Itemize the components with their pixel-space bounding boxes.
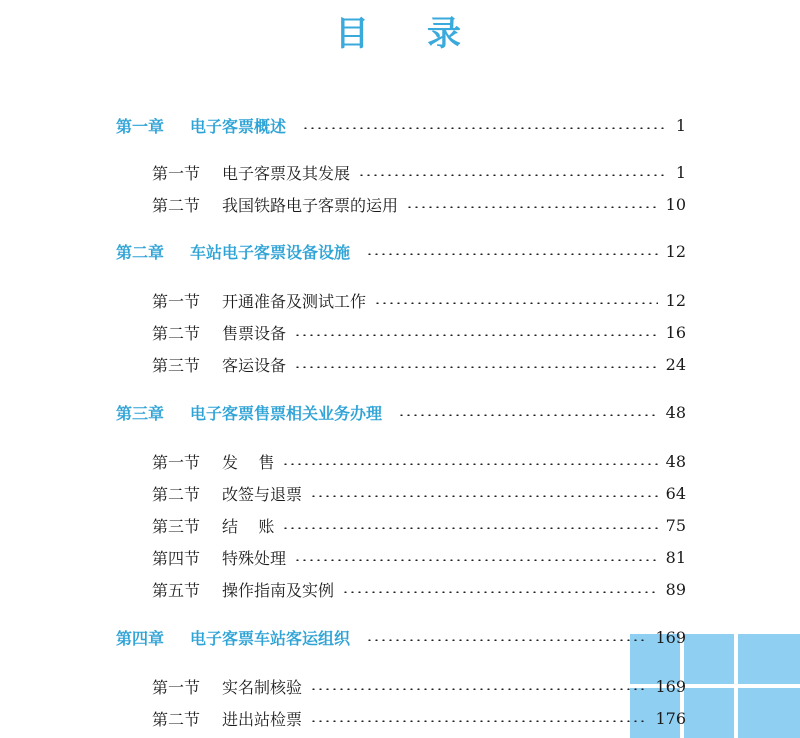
section-title: 进出站检票 <box>222 709 303 729</box>
leader-dots <box>374 302 658 304</box>
section-title: 客运设备 <box>222 355 287 375</box>
toc-section[interactable] <box>152 544 686 570</box>
leader-dots <box>398 414 658 416</box>
page-number: 48 <box>665 451 686 471</box>
chapter-number: 第四章 <box>116 628 165 648</box>
section-title: 改签与退票 <box>222 484 303 504</box>
leader-dots <box>366 253 658 255</box>
leader-dots <box>310 688 647 690</box>
chapter-title: 电子客票售票相关业务办理 <box>190 403 383 423</box>
chapter-number: 第二章 <box>116 242 165 262</box>
section-title: 我国铁路电子客票的运用 <box>222 195 399 215</box>
chapter-number: 第一章 <box>116 116 165 136</box>
toc-section[interactable] <box>152 319 686 345</box>
section-number: 第四节 <box>152 548 201 568</box>
section-title: 电子客票及其发展 <box>222 163 351 183</box>
section-title: 特殊处理 <box>222 548 287 568</box>
section-number: 第二节 <box>152 195 201 215</box>
page-number: 1 <box>675 115 686 135</box>
section-title: 结 账 <box>222 516 275 536</box>
page-number: 24 <box>665 354 686 374</box>
toc-section[interactable] <box>152 512 686 538</box>
section-number: 第一节 <box>152 163 201 183</box>
leader-dots <box>366 639 647 641</box>
section-title: 操作指南及实例 <box>222 580 335 600</box>
toc-section[interactable] <box>152 705 686 731</box>
chapter-number: 第三章 <box>116 403 165 423</box>
section-number: 第二节 <box>152 484 201 504</box>
section-number: 第三节 <box>152 516 201 536</box>
leader-dots <box>358 174 668 176</box>
page-number: 169 <box>655 676 686 696</box>
toc-section[interactable] <box>152 351 686 377</box>
leader-dots <box>294 366 658 368</box>
section-title: 发 售 <box>222 452 275 472</box>
section-number: 第二节 <box>152 709 201 729</box>
toc-section[interactable] <box>152 673 686 699</box>
section-number: 第五节 <box>152 580 201 600</box>
leader-dots <box>294 334 658 336</box>
page-number: 10 <box>665 194 686 214</box>
leader-dots <box>302 127 668 129</box>
page-number: 16 <box>665 322 686 342</box>
toc-chapter-2[interactable] <box>116 238 686 264</box>
toc-section[interactable] <box>152 159 686 185</box>
section-number: 第三节 <box>152 355 201 375</box>
toc-chapter-3[interactable] <box>116 399 686 425</box>
page-number: 1 <box>675 162 686 182</box>
section-number: 第一节 <box>152 452 201 472</box>
toc-chapter-1[interactable] <box>116 112 686 138</box>
page-number: 64 <box>665 483 686 503</box>
page-number: 12 <box>665 241 686 261</box>
page-title-char-1: 目 <box>335 14 373 54</box>
chapter-title: 车站电子客票设备设施 <box>190 242 351 262</box>
toc-chapter-4[interactable] <box>116 624 686 650</box>
leader-dots <box>282 527 657 529</box>
leader-dots <box>342 591 658 593</box>
section-number: 第一节 <box>152 677 201 697</box>
section-number: 第二节 <box>152 323 201 343</box>
section-title: 售票设备 <box>222 323 287 343</box>
page-title-char-2: 录 <box>427 14 465 54</box>
page-number: 12 <box>665 290 686 310</box>
leader-dots <box>310 495 658 497</box>
section-number: 第一节 <box>152 291 201 311</box>
page-number: 48 <box>665 402 686 422</box>
chapter-title: 电子客票概述 <box>190 116 287 136</box>
leader-dots <box>282 463 657 465</box>
toc-section[interactable] <box>152 448 686 474</box>
section-title: 开通准备及测试工作 <box>222 291 367 311</box>
toc-section[interactable] <box>152 480 686 506</box>
page-number: 176 <box>655 708 686 728</box>
leader-dots <box>294 559 658 561</box>
toc-section[interactable] <box>152 287 686 313</box>
page-number: 169 <box>655 627 686 647</box>
toc-section[interactable] <box>152 576 686 602</box>
page-number: 75 <box>665 515 686 535</box>
leader-dots <box>406 206 658 208</box>
toc-section[interactable] <box>152 191 686 217</box>
page-number: 89 <box>665 579 686 599</box>
chapter-title: 电子客票车站客运组织 <box>190 628 351 648</box>
page-number: 81 <box>665 547 686 567</box>
leader-dots <box>310 720 647 722</box>
section-title: 实名制核验 <box>222 677 303 697</box>
